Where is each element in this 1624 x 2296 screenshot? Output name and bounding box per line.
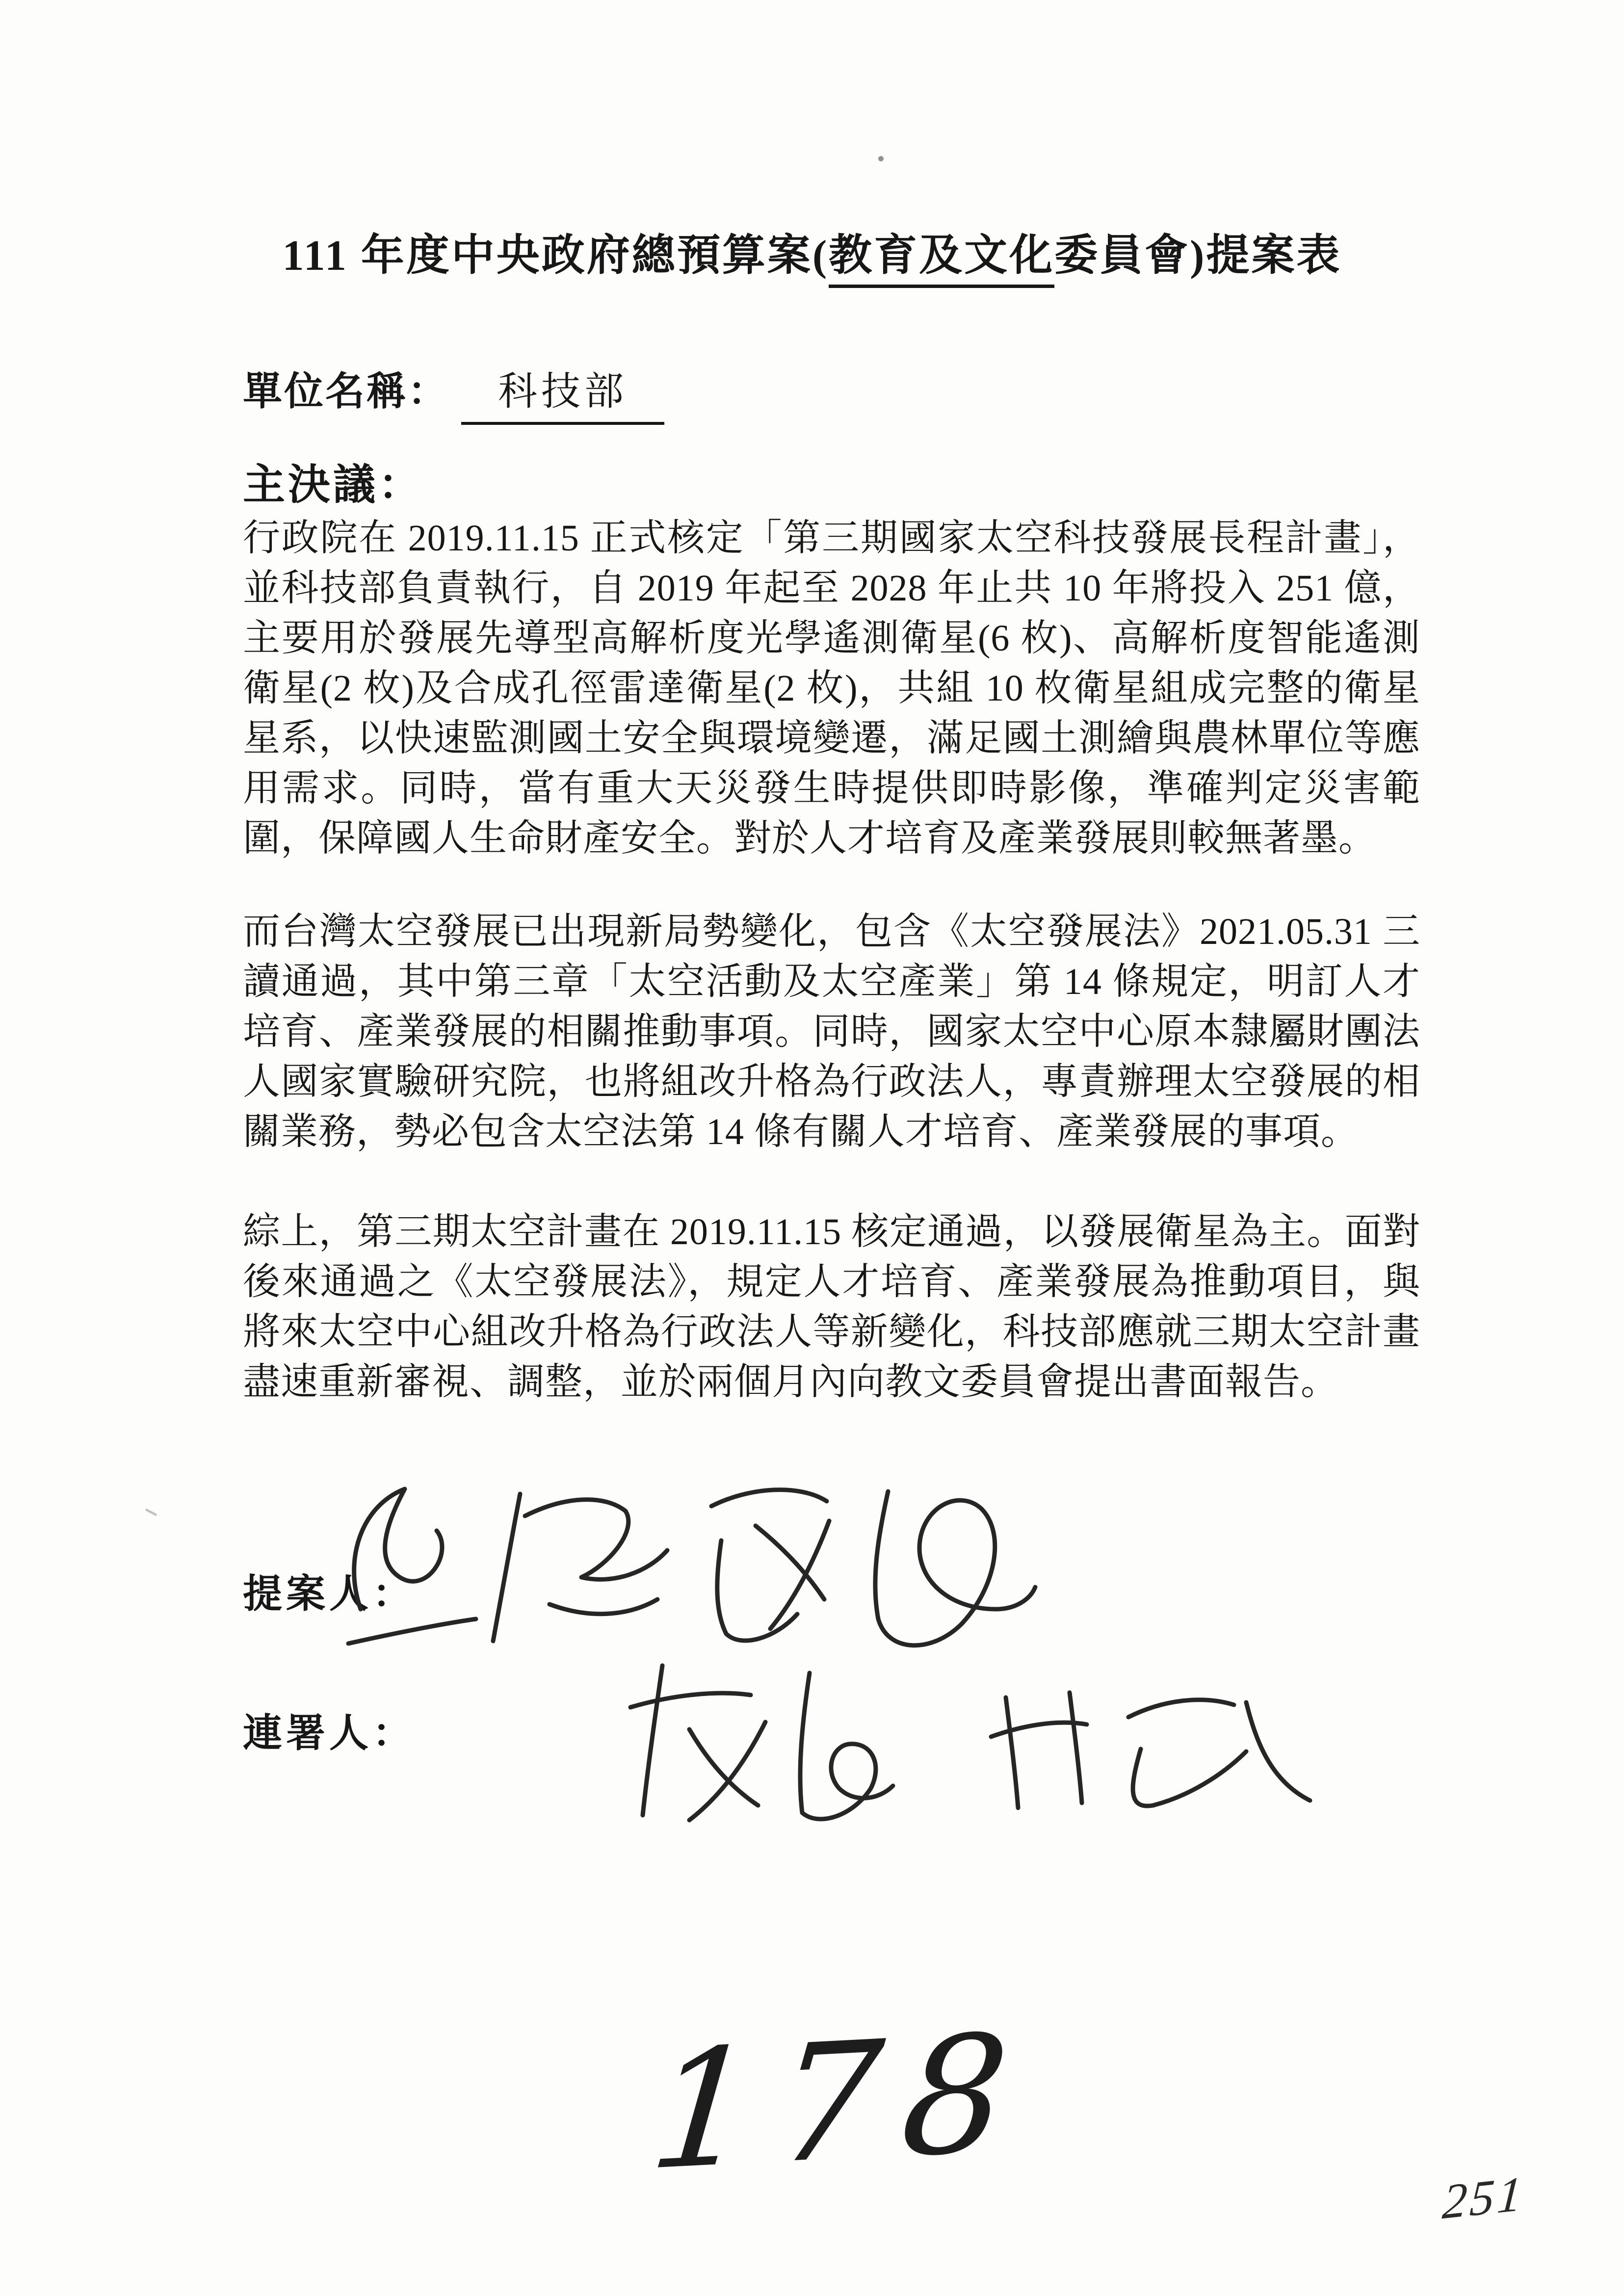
title-underlined-segment: 教育及文化 xyxy=(829,221,1054,288)
cosigner-signature-2 xyxy=(971,1663,1325,1825)
scan-artifact-mark xyxy=(145,1508,157,1516)
cosigner-signature-1 xyxy=(603,1639,908,1835)
page-title xyxy=(0,221,1624,288)
resolution-paragraph-3: 綜上，第三期太空計畫在 2019.11.15 核定通過，以發展衛星為主。面對後來通過之《太空發展法》，規定人才培育、產業發展為推動項目，與將來太空中心組改升格為行政法人等新變化，科技部應就三期太空計畫盡速重新審視、調整，並於兩個月內向教文委員會提出書面報告。 xyxy=(243,1211,1420,1403)
unit-name-value: 科技部 xyxy=(461,360,664,425)
proposer-label: 提案人： xyxy=(243,1573,416,1616)
title-prefix: 111 年度中央政府總預算案( xyxy=(282,232,829,280)
resolution-paragraph-1: 行政院在 2019.11.15 正式核定「第三期國家太空科技發展長程計畫」，並科技部負責執行，自 2019 年起至 2028 年止共 10 年將投入 251 億，主要用於發展先導型高解析度光學遙測衛星(6 枚)、高解析度智能遙測衛星(2 枚)及合成孔徑雷達衛星(2 枚)，共組 10 枚衛星組成完整的衛星星系，以快速監測國土安全與環境變遷，滿足國土測繪與農林單位等應用需求。同時，當有重大天災發生時提供即時影像，準確判定災害範圍，保障國人生命財產安全。對於人才培育及產業發展則較無著墨。 xyxy=(243,518,1420,859)
resolution-heading: 主決議： xyxy=(243,461,423,508)
scan-artifact-dot xyxy=(878,156,884,161)
cosigner-label: 連署人： xyxy=(243,1712,416,1755)
unit-name-label: 單位名稱： xyxy=(243,370,449,414)
unit-name-row xyxy=(243,360,664,425)
handwritten-page-number: 178 xyxy=(643,1998,1038,2206)
title-suffix: 委員會)提案表 xyxy=(1054,232,1342,280)
resolution-paragraph-2: 而台灣太空發展已出現新局勢變化，包含《太空發展法》2021.05.31 三讀通過，其中第三章「太空活動及太空產業」第 14 條規定，明訂人才培育、產業發展的相關推動事項。同時，國家太空中心原本隸屬財團法人國家實驗研究院，也將組改升格為行政法人，專責辦理太空發展的相關業務，勢必包含太空法第 14 條有關人才培育、產業發展的事項。 xyxy=(243,911,1420,1152)
handwritten-corner-note: 251 xyxy=(1441,2166,1527,2230)
